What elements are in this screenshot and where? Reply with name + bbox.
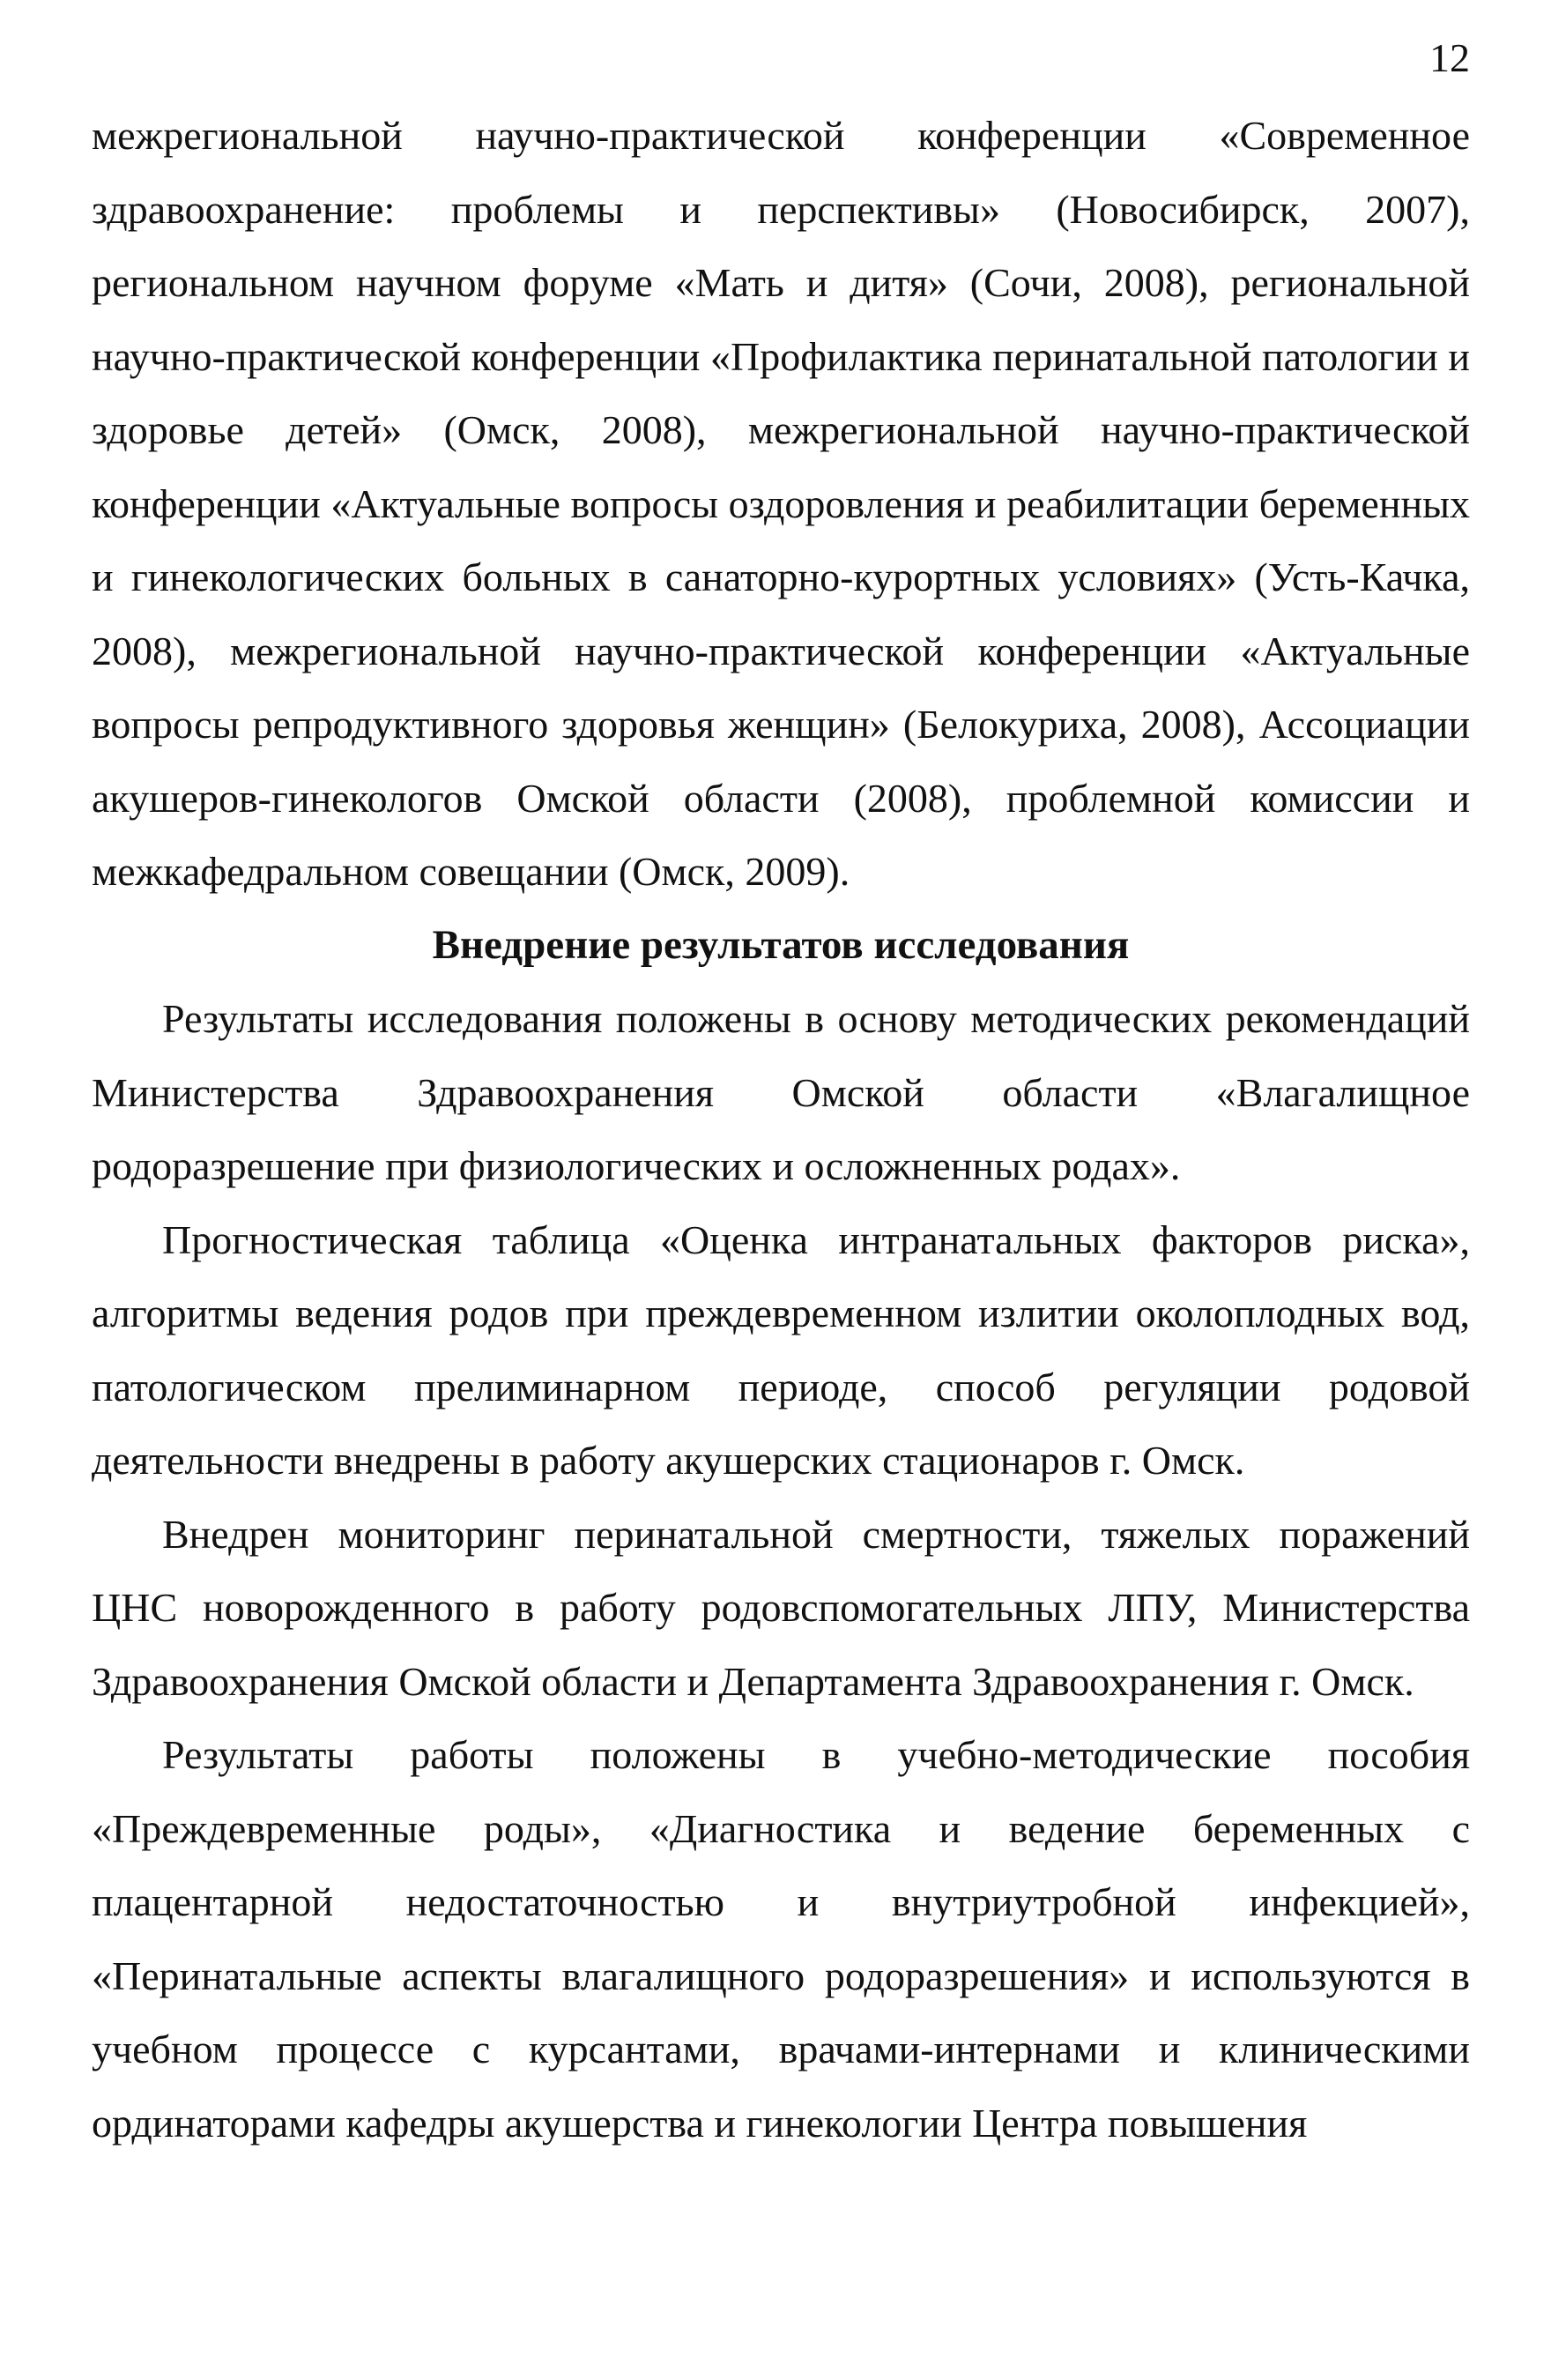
paragraph-teaching-materials: Результаты работы положены в учебно-методические пособия «Преждевременные роды», «Диагностика и ведение беременных с плацентарной недостаточностью и внутриутробной инфекцией», «Перинатальные аспекты влагалищного родоразрешения» и используются в учебном процессе с курсантами, врачами-интернами и клиническими ординаторами кафедры акушерства и гинекологии Центра повышения: [92, 1732, 1470, 2146]
paragraph-prognostic-table: Прогностическая таблица «Оценка интранатальных факторов риска», алгоритмы ведения родов при преждевременном излитии околоплодных вод, патологическом прелиминарном периоде, способ регуляции родовой деятельности внедрены в работу акушерских стационаров г. Омск.: [92, 1216, 1470, 1483]
intro-paragraph: межрегиональной научно-практической конференции «Современное здравоохранение: проблемы и перспективы» (Новосибирск, 2007), региональном научном форуме «Мать и дитя» (Сочи, 2008), региональной научно-практической конференции «Профилактика перинатальной патологии и здоровье детей» (Омск, 2008), межрегиональной научно-практической конференции «Актуальные вопросы оздоровления и реабилитации беременных и гинекологических больных в санаторно-курортных условиях» (Усть-Качка, 2008), межрегиональной научно-практической конференции «Актуальные вопросы репродуктивного здоровья женщин» (Белокуриха, 2008), Ассоциации акушеров-гинекологов Омской области (2008), проблемной комиссии и межкафедральном совещании (Омск, 2009).: [92, 113, 1470, 894]
paragraph-implementation-recommendations: Результаты исследования положены в основу методических рекомендаций Министерства Здравоохранения Омской области «Влагалищное родоразрешение при физиологических и осложненных родах».: [92, 996, 1470, 1188]
page-number: 12: [1429, 35, 1470, 80]
document-body: [92, 99, 1470, 2160]
paragraph-monitoring: Внедрен мониторинг перинатальной смертности, тяжелых поражений ЦНС новорожденного в работу родовспомогательных ЛПУ, Министерства Здравоохранения Омской области и Департамента Здравоохранения г. Омск.: [92, 1511, 1470, 1704]
section-heading: Внедрение результатов исследования: [432, 921, 1130, 968]
